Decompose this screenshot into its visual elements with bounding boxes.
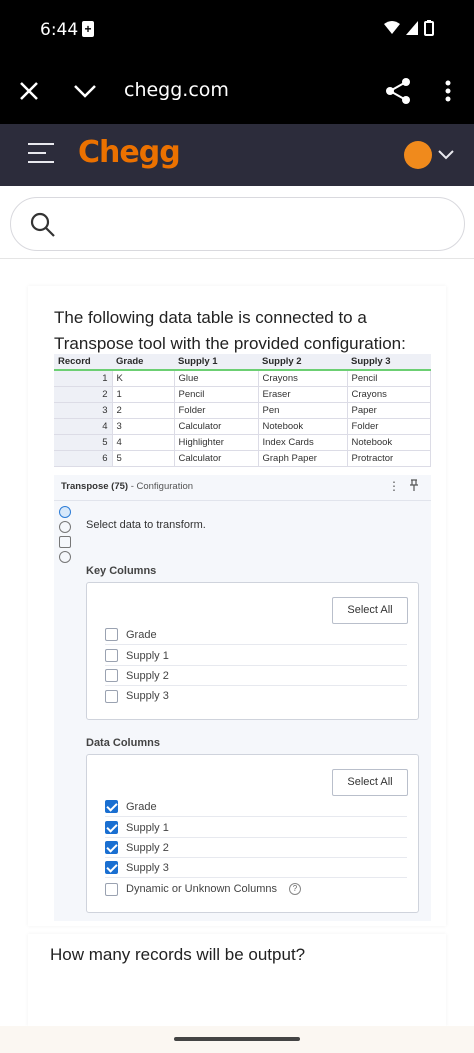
help-icon[interactable]: ?	[289, 883, 301, 895]
table-cell: Eraser	[258, 386, 347, 402]
question-text: The following data table is connected to a Transpose tool with the provided configuration:	[54, 308, 406, 353]
home-indicator[interactable]	[174, 1037, 300, 1041]
more-vert-icon[interactable]: ⋮	[388, 479, 400, 493]
column-header: Supply 3	[347, 354, 431, 370]
checkbox-label: Supply 1	[126, 821, 169, 834]
table-cell: Calculator	[174, 418, 258, 434]
key-column-supply-1[interactable]	[105, 646, 407, 666]
pin-icon[interactable]	[409, 479, 419, 491]
followup-question: How many records will be output?	[50, 945, 306, 964]
table-cell: 5	[54, 434, 112, 450]
table-cell: Protractor	[347, 450, 431, 466]
checkbox-checked[interactable]	[105, 861, 118, 874]
menu-icon[interactable]	[28, 143, 54, 165]
checkbox[interactable]	[105, 649, 118, 662]
key-columns-box	[86, 582, 419, 720]
table-row	[54, 418, 431, 434]
table-cell: Pen	[258, 402, 347, 418]
select-all-button[interactable]: Select All	[332, 597, 408, 624]
table-cell: 4	[54, 418, 112, 434]
column-header: Record	[54, 354, 112, 370]
checkbox-label: Supply 3	[126, 861, 169, 874]
gear-icon[interactable]	[59, 506, 71, 518]
column-header: Supply 2	[258, 354, 347, 370]
table-cell: 5	[112, 450, 174, 466]
table-cell: 1	[112, 386, 174, 402]
data-table	[54, 354, 431, 467]
table-cell: 6	[54, 450, 112, 466]
table-header-row	[54, 354, 431, 370]
browser-toolbar	[0, 60, 474, 124]
key-column-grade[interactable]	[105, 625, 407, 645]
wifi-icon	[384, 21, 400, 35]
help-icon[interactable]	[59, 551, 71, 563]
table-cell: Graph Paper	[258, 450, 347, 466]
checkbox-label: Dynamic or Unknown Columns	[126, 883, 277, 895]
config-subtitle: - Configuration	[130, 481, 194, 492]
search-icon	[29, 211, 57, 239]
chevron-down-icon[interactable]	[436, 144, 456, 164]
checkbox-label: Grade	[126, 628, 157, 641]
status-time: 6:44	[40, 20, 79, 40]
table-row	[54, 402, 431, 418]
table-cell: Glue	[174, 370, 258, 386]
key-column-supply-3[interactable]	[105, 686, 407, 706]
share-icon[interactable]	[384, 76, 412, 106]
checkbox[interactable]	[105, 883, 118, 896]
table-cell: Notebook	[347, 434, 431, 450]
signal-icon	[406, 21, 418, 35]
checkbox-label: Supply 2	[126, 669, 169, 682]
url-text[interactable]: chegg.com	[124, 79, 229, 101]
checkbox[interactable]	[105, 669, 118, 682]
table-cell: 4	[112, 434, 174, 450]
checkbox[interactable]	[105, 690, 118, 703]
column-header: Supply 1	[174, 354, 258, 370]
data-column-supply-1[interactable]	[105, 818, 407, 838]
table-cell: Pencil	[174, 386, 258, 402]
table-cell: Crayons	[258, 370, 347, 386]
chevron-down-icon[interactable]	[70, 76, 100, 106]
table-cell: Index Cards	[258, 434, 347, 450]
select-all-button[interactable]: Select All	[332, 769, 408, 796]
status-bar	[0, 0, 474, 60]
battery-icon	[424, 20, 434, 36]
table-row	[54, 450, 431, 466]
table-cell: Folder	[174, 402, 258, 418]
status-icons	[384, 20, 434, 36]
data-columns-title: Data Columns	[86, 737, 160, 749]
connection-icon[interactable]	[59, 521, 71, 533]
table-cell: 3	[54, 402, 112, 418]
checkbox-checked[interactable]	[105, 821, 118, 834]
table-cell: 3	[112, 418, 174, 434]
table-cell: Pencil	[347, 370, 431, 386]
checkbox-checked[interactable]	[105, 800, 118, 813]
avatar[interactable]	[404, 141, 432, 169]
divider	[0, 258, 474, 259]
table-cell: Paper	[347, 402, 431, 418]
table-cell: Highlighter	[174, 434, 258, 450]
data-column-supply-3[interactable]	[105, 858, 407, 878]
instruction-text: Select data to transform.	[86, 519, 206, 531]
column-header: Grade	[112, 354, 174, 370]
table-cell: 1	[54, 370, 112, 386]
key-column-supply-2[interactable]	[105, 666, 407, 686]
checkbox-label: Supply 1	[126, 649, 169, 662]
checkbox-label: Grade	[126, 800, 157, 813]
transpose-config-panel	[54, 475, 431, 921]
notification-icon: +	[82, 21, 94, 37]
config-side-tabs	[59, 506, 73, 566]
table-cell: 2	[54, 386, 112, 402]
checkbox-label: Supply 3	[126, 690, 169, 702]
table-cell: K	[112, 370, 174, 386]
data-column-grade[interactable]	[105, 797, 407, 817]
table-cell: 2	[112, 402, 174, 418]
table-row	[54, 386, 431, 402]
more-vert-icon[interactable]	[436, 76, 460, 106]
search-input[interactable]	[10, 197, 465, 251]
data-column-supply-2[interactable]	[105, 838, 407, 858]
table-cell: Folder	[347, 418, 431, 434]
table-cell: Calculator	[174, 450, 258, 466]
data-column-dynamic[interactable]	[105, 879, 407, 899]
close-icon[interactable]	[14, 76, 44, 106]
config-header	[61, 481, 193, 492]
chegg-logo[interactable]: Chegg	[78, 135, 180, 170]
data-columns-box	[86, 754, 419, 913]
tool-name: Transpose (75)	[61, 481, 129, 492]
tag-icon[interactable]	[59, 536, 71, 548]
key-columns-title: Key Columns	[86, 565, 157, 577]
checkbox[interactable]	[105, 628, 118, 641]
checkbox-checked[interactable]	[105, 841, 118, 854]
table-row	[54, 434, 431, 450]
site-header	[0, 124, 474, 186]
divider	[54, 500, 431, 501]
checkbox-label: Supply 2	[126, 841, 169, 854]
table-cell: Notebook	[258, 418, 347, 434]
table-row	[54, 370, 431, 386]
table-cell: Crayons	[347, 386, 431, 402]
